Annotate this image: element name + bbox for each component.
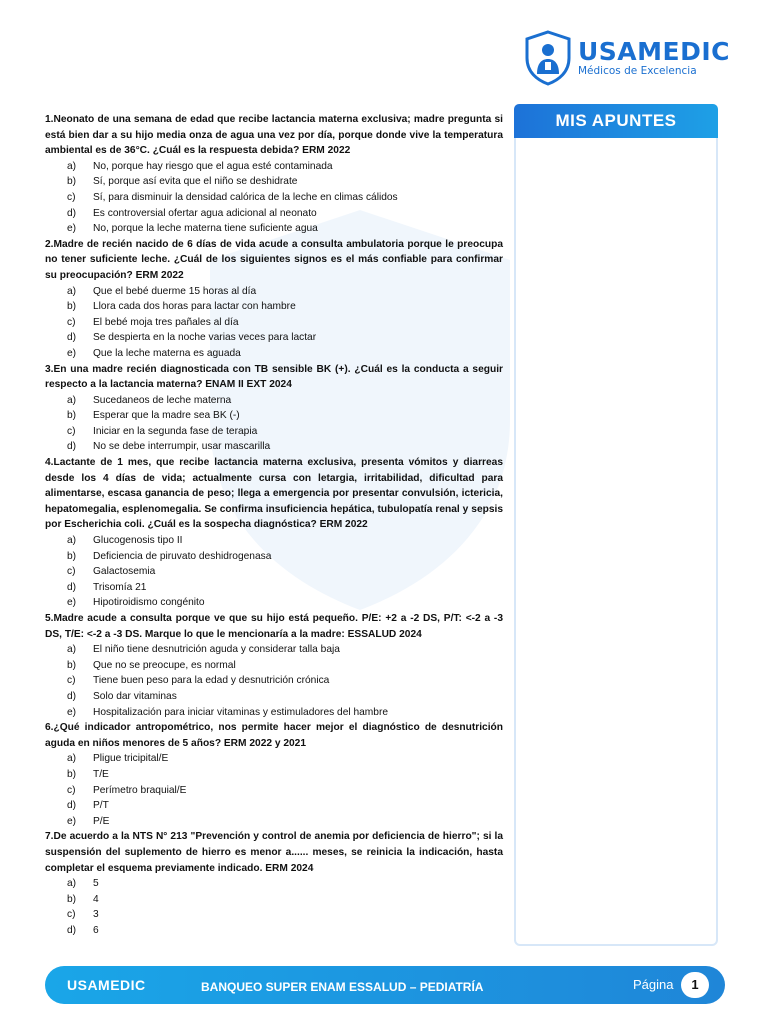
brand-tagline: Médicos de Excelencia bbox=[578, 65, 697, 77]
option-text: Que no se preocupe, es normal bbox=[93, 659, 236, 671]
option-item bbox=[45, 190, 503, 206]
option-text: Hospitalización para iniciar vitaminas y estimuladores del hambre bbox=[93, 706, 389, 718]
option-text: P/E bbox=[93, 815, 110, 827]
option-text: 5 bbox=[93, 878, 99, 890]
option-item bbox=[45, 174, 503, 190]
question-block bbox=[45, 362, 503, 456]
option-item bbox=[45, 767, 503, 783]
option-text: Que el bebé duerme 15 horas al día bbox=[93, 285, 257, 297]
option-item bbox=[45, 533, 503, 549]
option-item bbox=[45, 408, 503, 424]
option-letter: a) bbox=[67, 535, 77, 547]
option-item bbox=[45, 783, 503, 799]
option-text: Solo dar vitaminas bbox=[93, 690, 177, 702]
option-letter: e) bbox=[67, 597, 77, 609]
option-text: 3 bbox=[93, 909, 99, 921]
question-text: 2.Madre de recién nacido de 6 días de vida acude a consulta ambulatoria porque le preocupa no tener suficiente leche. ¿Cuál de los siguientes signos es el más confiable para confirmar su preocupación? ERM 2022 bbox=[45, 238, 503, 281]
footer-title: BANQUEO SUPER ENAM ESSALUD – PEDIATRÍA bbox=[201, 980, 484, 994]
option-letter: b) bbox=[67, 301, 77, 313]
question-text: 1.Neonato de una semana de edad que recibe lactancia materna exclusiva; madre pregunta si está bien dar a su hijo media onza de agua una vez por día, porque donde vive la temperatura ambiental es de 36°C. ¿Cuál es la respuesta debida? ERM 2022 bbox=[45, 114, 503, 157]
question-block bbox=[45, 112, 503, 237]
option-letter: a) bbox=[67, 285, 77, 297]
option-text: Glucogenosis tipo II bbox=[93, 535, 183, 547]
option-letter: c) bbox=[67, 316, 76, 328]
option-letter: b) bbox=[67, 410, 77, 422]
question-text: 3.En una madre recién diagnosticada con TB sensible BK (+). ¿Cuál es la conducta a seguir respecto a la lactancia materna? ENAM II EXT 2024 bbox=[45, 363, 503, 391]
option-text: Iniciar en la segunda fase de terapia bbox=[93, 425, 258, 437]
option-item bbox=[45, 658, 503, 674]
option-item bbox=[45, 564, 503, 580]
option-letter: e) bbox=[67, 223, 77, 235]
question-text: 4.Lactante de 1 mes, que recibe lactancia materna exclusiva, presenta vómitos y diarreas desde los 4 días de vida; actualmente cursa con letargia, irritabilidad, dificultad para alimentarse, escasa ganancia de peso; llega a emergencia por presentar convulsión, ictericia, hepatomegalia, esplenomegalia. Se confirma insuficiencia hepática, tubulopatía renal y sepsis por Escherichia coli. ¿Cuál es la sospecha diagnóstica? ERM 2022 bbox=[45, 457, 503, 531]
option-letter: d) bbox=[67, 441, 77, 453]
option-text: Perímetro braquial/E bbox=[93, 784, 187, 796]
option-letter: a) bbox=[67, 394, 77, 406]
option-letter: c) bbox=[67, 425, 76, 437]
option-item bbox=[45, 424, 503, 440]
option-letter: c) bbox=[67, 566, 76, 578]
option-text: No se debe interrumpir, usar mascarilla bbox=[93, 441, 271, 453]
option-text: El niño tiene desnutrición aguda y considerar talla baja bbox=[93, 644, 340, 656]
option-text: Que la leche materna es aguada bbox=[93, 347, 241, 359]
option-text: El bebé moja tres pañales al día bbox=[93, 316, 239, 328]
option-item bbox=[45, 923, 503, 939]
option-text: Trisomía 21 bbox=[93, 581, 147, 593]
option-item bbox=[45, 907, 503, 923]
option-item bbox=[45, 892, 503, 908]
option-letter: c) bbox=[67, 675, 76, 687]
option-letter: a) bbox=[67, 644, 77, 656]
option-item bbox=[45, 876, 503, 892]
option-text: Es controversial ofertar agua adicional al neonato bbox=[93, 207, 317, 219]
option-letter: e) bbox=[67, 706, 77, 718]
option-text: Sí, porque así evita que el niño se deshidrate bbox=[93, 176, 298, 188]
option-list bbox=[45, 751, 503, 829]
option-item bbox=[45, 221, 503, 237]
option-letter: b) bbox=[67, 176, 77, 188]
option-letter: c) bbox=[67, 909, 76, 921]
option-text: Se despierta en la noche varias veces para lactar bbox=[93, 332, 317, 344]
option-letter: b) bbox=[67, 893, 77, 905]
option-item bbox=[45, 689, 503, 705]
option-list bbox=[45, 159, 503, 237]
question-block bbox=[45, 829, 503, 938]
notes-header: MIS APUNTES bbox=[514, 104, 718, 138]
option-list bbox=[45, 876, 503, 938]
option-item bbox=[45, 284, 503, 300]
page-number: 1 bbox=[681, 972, 709, 998]
footer-bar bbox=[45, 966, 725, 1004]
option-item bbox=[45, 330, 503, 346]
option-text: Sí, para disminuir la densidad calórica de la leche en climas cálidos bbox=[93, 191, 398, 203]
option-letter: c) bbox=[67, 784, 76, 796]
footer-brand: USAMEDIC bbox=[67, 977, 146, 993]
option-item bbox=[45, 315, 503, 331]
option-item bbox=[45, 595, 503, 611]
option-list bbox=[45, 533, 503, 611]
option-letter: d) bbox=[67, 924, 77, 936]
option-letter: b) bbox=[67, 659, 77, 671]
option-item bbox=[45, 439, 503, 455]
question-block bbox=[45, 611, 503, 720]
option-item bbox=[45, 642, 503, 658]
option-text: No, porque hay riesgo que el agua esté contaminada bbox=[93, 160, 333, 172]
option-letter: b) bbox=[67, 550, 77, 562]
option-item bbox=[45, 206, 503, 222]
option-item bbox=[45, 673, 503, 689]
option-item bbox=[45, 798, 503, 814]
brand-name: USAMEDIC bbox=[578, 37, 731, 66]
option-letter: d) bbox=[67, 800, 77, 812]
option-item bbox=[45, 814, 503, 830]
option-text: Llora cada dos horas para lactar con hambre bbox=[93, 301, 296, 313]
doctor-shield-icon bbox=[524, 30, 572, 86]
option-list bbox=[45, 393, 503, 455]
question-text: 5.Madre acude a consulta porque ve que su hijo está pequeño. P/E: +2 a -2 DS, P/T: <-2 a -3 DS, T/E: <-2 a -3 DS. Marque lo que le mencionaría a la madre: ESSALUD 2024 bbox=[45, 613, 503, 640]
question-text: 6.¿Qué indicador antropométrico, nos permite hacer mejor el diagnóstico de desnutrición aguda en niños menores de 5 años? ERM 2022 y 2021 bbox=[45, 722, 503, 749]
option-item bbox=[45, 393, 503, 409]
option-letter: d) bbox=[67, 332, 77, 344]
option-text: Sucedaneos de leche materna bbox=[93, 394, 232, 406]
option-text: Hipotiroidismo congénito bbox=[93, 597, 205, 609]
brand-logo bbox=[524, 30, 730, 86]
page-label: Página bbox=[633, 977, 674, 992]
question-block bbox=[45, 455, 503, 611]
option-item bbox=[45, 159, 503, 175]
option-item bbox=[45, 580, 503, 596]
option-text: 4 bbox=[93, 893, 99, 905]
option-item bbox=[45, 549, 503, 565]
option-list bbox=[45, 642, 503, 720]
option-letter: d) bbox=[67, 690, 77, 702]
question-text: 7.De acuerdo a la NTS N° 213 "Prevención y control de anemia por deficiencia de hierro"; si la suspensión del suplemento de hierro es menor a...... meses, se reinicia la indicación, hasta completar el esquema previamente indicado. ERM 2024 bbox=[45, 831, 503, 874]
option-letter: b) bbox=[67, 768, 77, 780]
option-letter: a) bbox=[67, 753, 77, 765]
option-letter: a) bbox=[67, 160, 77, 172]
option-text: 6 bbox=[93, 924, 99, 936]
option-letter: e) bbox=[67, 815, 77, 827]
option-letter: e) bbox=[67, 347, 77, 359]
notes-panel[interactable] bbox=[514, 104, 718, 946]
option-text: T/E bbox=[93, 768, 109, 780]
option-text: Galactosemia bbox=[93, 566, 156, 578]
option-text: Deficiencia de piruvato deshidrogenasa bbox=[93, 550, 272, 562]
option-letter: a) bbox=[67, 878, 77, 890]
option-text: Pligue tricipital/E bbox=[93, 753, 169, 765]
option-item bbox=[45, 346, 503, 362]
option-list bbox=[45, 284, 503, 362]
question-block bbox=[45, 237, 503, 362]
question-list bbox=[45, 112, 503, 938]
question-block bbox=[45, 720, 503, 829]
option-text: P/T bbox=[93, 800, 109, 812]
option-text: Tiene buen peso para la edad y desnutrición crónica bbox=[93, 675, 330, 687]
option-letter: d) bbox=[67, 207, 77, 219]
option-letter: d) bbox=[67, 581, 77, 593]
option-item bbox=[45, 299, 503, 315]
option-item bbox=[45, 751, 503, 767]
option-text: No, porque la leche materna tiene suficiente agua bbox=[93, 223, 318, 235]
option-letter: c) bbox=[67, 191, 76, 203]
option-text: Esperar que la madre sea BK (-) bbox=[93, 410, 240, 422]
option-item bbox=[45, 705, 503, 721]
